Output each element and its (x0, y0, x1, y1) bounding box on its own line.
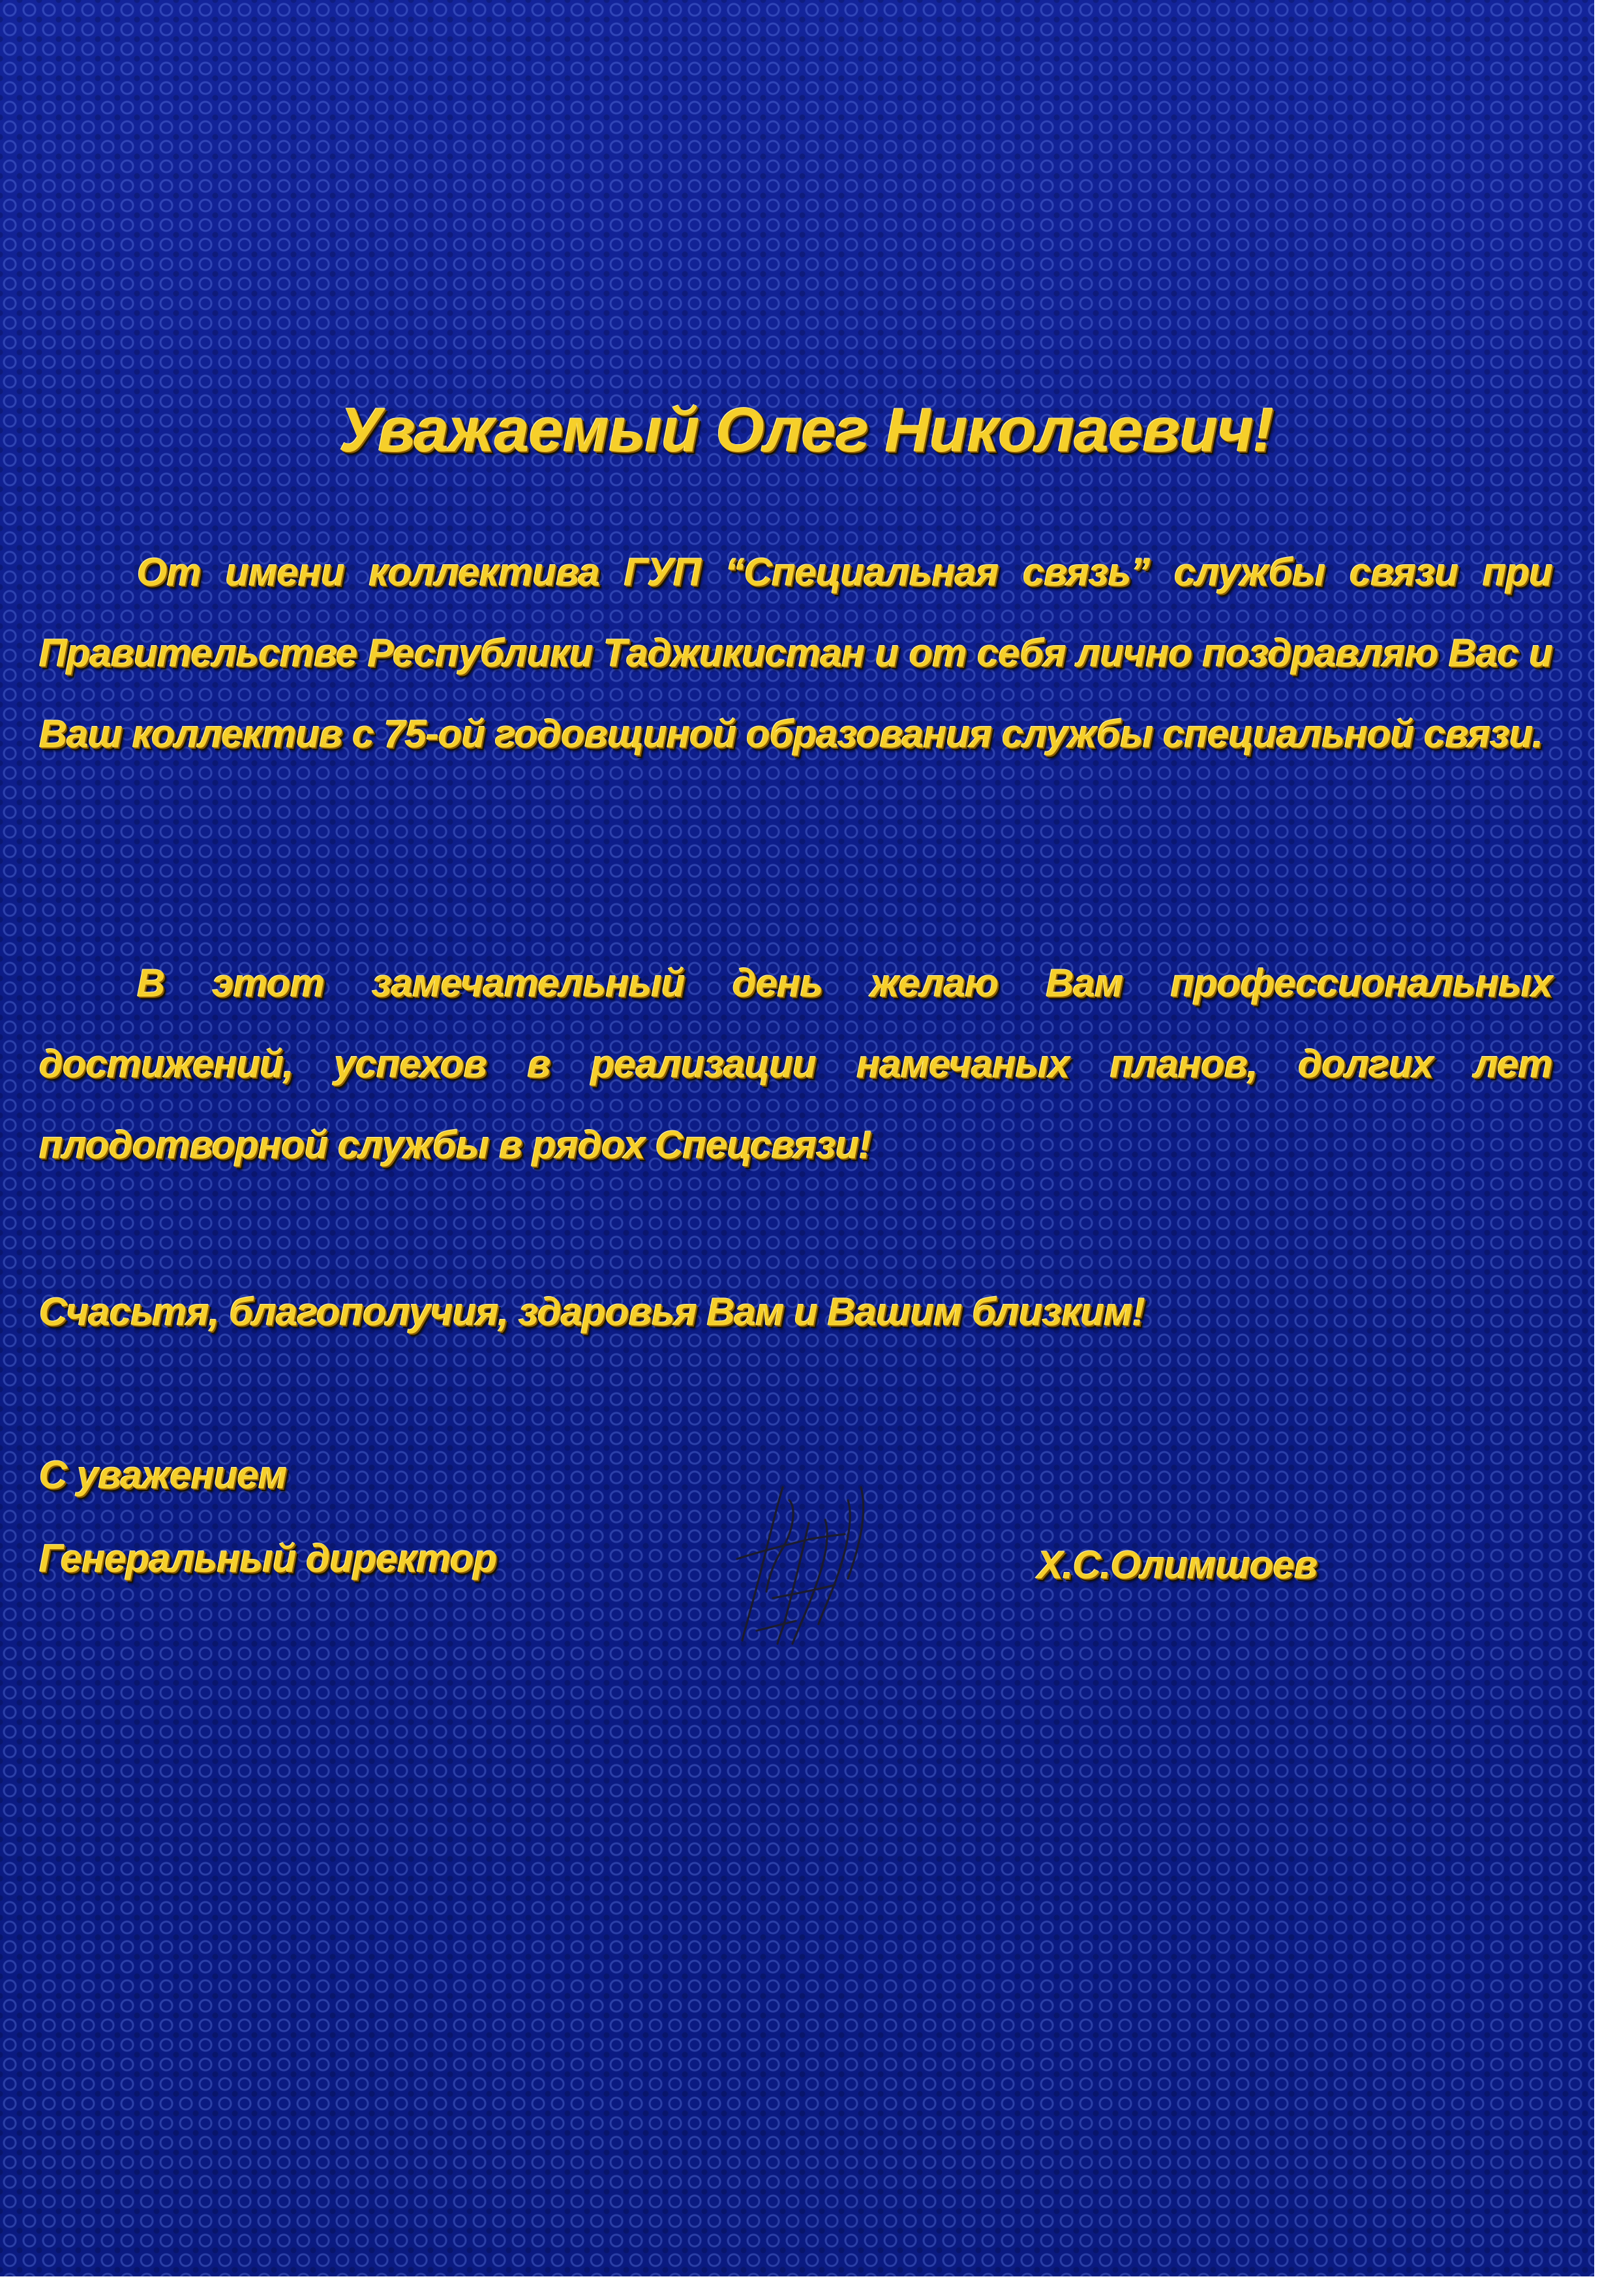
letter-closing: С уважением (39, 1453, 287, 1497)
signer-position: Генеральный директор (39, 1537, 497, 1580)
letter-paragraph-1: От имени коллектива ГУП “Специальная связь” службы связи при Правительстве Республики Таджикистан и от себя лично поздравляю Вас и Ваш коллектив с 75-ой годовщиной образования службы специальной связи. (39, 551, 1552, 756)
letter-greeting: Уважаемый Олег Николаевич! (339, 395, 1274, 465)
handwritten-signature (711, 1461, 920, 1657)
scan-margin (0, 2276, 1602, 2296)
letter-wishes: Счасьтя, благополучия, здаровья Вам и Вашим близким! (39, 1290, 1145, 1334)
letter-paragraph-2: В этот замечательный день желаю Вам профессиональных достижений, успехов в реализации намечаных планов, долгих лет плодотворной службы в рядох Спецсвязи! (39, 961, 1552, 1167)
signer-name: Х.С.Олимшоев (1037, 1543, 1318, 1587)
